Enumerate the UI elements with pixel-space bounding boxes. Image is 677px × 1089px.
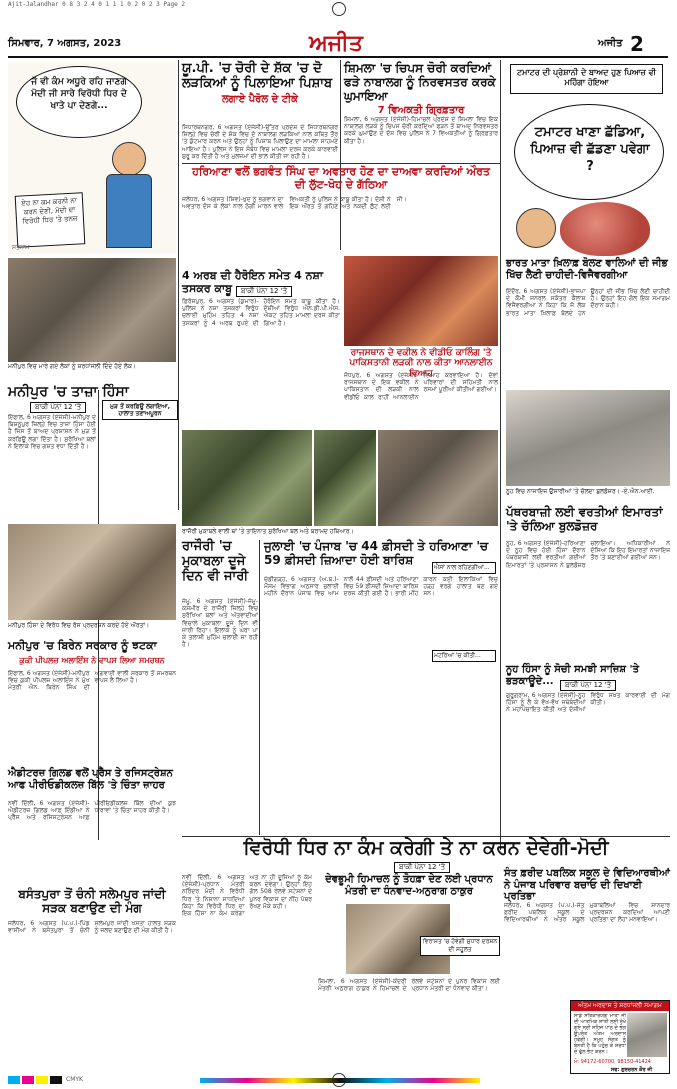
up-story bbox=[182, 62, 338, 124]
rajouri-story-body: ਜੰਮੂ, 6 ਅਗਸਤ (ਏਜੰਸੀ)-ਜੰਮੂ-ਕਸ਼ਮੀਰ ਦੇ ਰਾਜੌਰੀ ਜ਼ਿਲ੍ਹੇ ਵਿਚ ਸੁਰੱਖਿਆ ਬਲਾਂ ਅਤੇ ਅੱਤਵਾਦੀਆਂ ਵਿਚਾਲੇ ਮੁਕਾਬਲਾ ਦੂਜੇ ਦਿਨ ਵੀ ਜਾਰੀ ਰਿਹਾ। ਇਲਾਕੇ ਨੂੰ ਘੇਰਾ ਪਾ ਕੇ ਤਲਾਸ਼ੀ ਮੁਹਿੰਮ ਚਲਾਈ ਜਾ ਰਹੀ ਹੈ। bbox=[182, 598, 258, 649]
drugs-story-body: ਫ਼ਿਰੋਜ਼ਪੁਰ, 6 ਅਗਸਤ (ਕੁਮਾਰ)-ਪੁਲਿਸ ਨੇ ਨਸ਼ਾ ਤਸਕਰਾਂ ਵਿਰੁੱਧ ਚਲਾਈ ਮੁਹਿੰਮ ਤਹਿਤ 4 ਨਸ਼ਾ ਤਸਕਰਾਂ ਨੂੰ 4 ਅਰਬ ਰੁਪਏ ਦੀ ਹੈਰੋਇਨ ਸਮੇਤ ਕਾਬੂ ਕੀਤਾ ਹੈ। ਦੋਸ਼ੀਆਂ ਵਿਰੁੱਧ ਐਨ.ਡੀ.ਪੀ.ਐਸ. ਐਕਟ ਤਹਿਤ ਮਾਮਲਾ ਦਰਜ ਕੀਤਾ ਗਿਆ ਹੈ। bbox=[182, 298, 340, 327]
rain-story-body: ਚੰਡੀਗੜ੍ਹ, 6 ਅਗਸਤ (ਅ.ਬ.)-ਮੌਸਮ ਵਿਭਾਗ ਅਨੁਸਾਰ ਜੁਲਾਈ ਮਹੀਨੇ ਦੌਰਾਨ ਪੰਜਾਬ ਵਿਚ ਆਮ ਨਾਲੋਂ 44 ਫ਼ੀਸਦੀ ਅਤੇ ਹਰਿਆਣਾ ਵਿਚ 59 ਫ਼ੀਸਦੀ ਜ਼ਿਆਦਾ ਬਾਰਿਸ਼ ਦਰਜ ਕੀਤੀ ਗਈ ਹੈ। ਭਾਰੀ ਮੀਂਹ ਕਾਰਨ ਕਈ ਇਲਾਕਿਆਂ ਵਿਚ ਹੜ੍ਹ ਵਰਗੇ ਹਾਲਾਤ ਬਣ ਗਏ ਸਨ। bbox=[264, 576, 498, 598]
modi-headline: ਵਿਰੋਧੀ ਧਿਰ ਨਾ ਕੰਮ ਕਰੇਗੀ ਤੇ ਨਾ ਕਰਨ ਦੇਵੇਗੀ-ਮੋਦੀ bbox=[243, 837, 609, 859]
up-story-body: ਸਿਧਾਰਥਨਗਰ, 6 ਅਗਸਤ (ਏਜੰਸੀ)-ਉੱਤਰ ਪ੍ਰਦੇਸ਼ ਦੇ ਸਿਧਾਰਥਨਗਰ ਜ਼ਿਲ੍ਹੇ ਵਿਚ ਚੋਰੀ ਦੇ ਸ਼ੱਕ ਵਿਚ ਦੋ ਨਾਬਾਲਗ ਲੜਕਿਆਂ ਨਾਲ ਕਥਿਤ ਤੌਰ 'ਤੇ ਕੁੱਟਮਾਰ ਕਰਨ ਅਤੇ ਉਨ੍ਹਾਂ ਨੂੰ ਪਿਸ਼ਾਬ ਪਿਲਾਉਣ ਦਾ ਮਾਮਲਾ ਸਾਹਮਣੇ ਆਇਆ ਹੈ। ਪੁਲਿਸ ਨੇ ਇਸ ਸੰਬੰਧ ਵਿਚ ਮਾਮਲਾ ਦਰਜ ਕਰਕੇ ਕਾਰਵਾਈ ਸ਼ੁਰੂ ਕਰ ਦਿੱਤੀ ਹੈ ਅਤੇ ਮੁਲਜ਼ਮਾਂ ਦੀ ਭਾਲ ਕੀਤੀ ਜਾ ਰਹੀ ਹੈ। bbox=[182, 124, 338, 160]
obituary-portrait bbox=[627, 1013, 667, 1057]
photo-caption: ਮਨੀਪੁਰ ਹਿੰਸਾ ਦੇ ਵਿਰੋਧ ਵਿਚ ਰੋਸ ਪ੍ਰਦਰਸ਼ਨ ਕਰਦੇ ਹੋਏ ਔਰਤਾਂ। bbox=[8, 622, 150, 629]
biren-story-body: ਇੰਫਾਲ, 6 ਅਗਸਤ (ਏਜੰਸੀ)-ਮਨੀਪੁਰ ਵਿਚ ਕੁਕੀ ਪੀਪਲਜ਼ ਅਲਾਇੰਸ ਨੇ ਮੁੱਖ ਮੰਤਰੀ ਐਨ. ਬਿਰੇਨ ਸਿੰਘ ਦੀ ਅਗਵਾਈ ਵਾਲੀ ਸਰਕਾਰ ਤੋਂ ਸਮਰਥਨ ਵਾਪਸ ਲੈ ਲਿਆ ਹੈ। bbox=[8, 670, 176, 692]
page-number: 2 bbox=[630, 32, 644, 56]
continued-tag: ਬਾਕੀ ਪੰਨਾ 12 'ਤੇ bbox=[30, 402, 86, 413]
color-swatch bbox=[22, 1076, 34, 1084]
headline: ਸ਼ਿਮਲਾ 'ਚ ਚਿਪਸ ਚੋਰੀ ਕਰਦਿਆਂ ਫੜੇ ਨਾਬਾਲਗ ਨੂੰ ਨਿਰਵਸਤਰ ਕਰਕੇ ਘੁਮਾਇਆ bbox=[344, 61, 496, 103]
rain-headline: ਜੁਲਾਈ 'ਚ ਪੰਜਾਬ 'ਚ 44 ਫ਼ੀਸਦੀ ਤੇ ਹਰਿਆਣਾ 'ਚ 59 ਫ਼ੀਸਦੀ ਜ਼ਿਆਦਾ ਹੋਈ ਬਾਰਿਸ਼ bbox=[264, 539, 489, 567]
cartoon-bubble-text: ਟਮਾਟਰ ਖਾਣਾ ਛੱਡਿਆ, ਪਿਆਜ਼ ਵੀ ਛੱਡਣਾ ਪਵੇਗਾ ? bbox=[530, 125, 650, 174]
column-rule bbox=[259, 540, 260, 835]
photo-caption: ਨੂਹ ਵਿਚ ਨਾਜਾਇਜ਼ ਉਸਾਰੀਆਂ 'ਤੇ ਚੱਲਦਾ ਬੁਲਡੋਜ਼ਰ। -ਏ.ਐਨ.ਆਈ. bbox=[506, 488, 655, 495]
color-swatch bbox=[8, 1076, 20, 1084]
himachal-headline: ਦੇਵਭੂਮੀ ਹਿਮਾਚਲ ਨੂੰ ਤੋਹਫ਼ਾ ਦੇਣ ਲਈ ਪ੍ਰਧਾਨ ਮੰਤਰੀ ਦਾ ਧੰਨਵਾਦ-ਅਨੁਰਾਗ ਠਾਕੁਰ bbox=[325, 874, 493, 897]
road-headline: ਬਸੰਤਪੁਰਾ ਤੋਂ ਚੰਨੀ ਸਲੇਮਪੁਰ ਜਾਂਦੀ ਸੜਕ ਬਣਾਉਣ ਦੀ ਮੰਗ bbox=[18, 887, 166, 915]
registration-mark-icon bbox=[332, 2, 346, 16]
himachal-story-body: ਸ਼ਿਮਲਾ, 6 ਅਗਸਤ (ਏਜੰਸੀ)-ਕੇਂਦਰੀ ਮੰਤਰੀ ਅਨੁਰਾਗ ਠਾਕੁਰ ਨੇ ਹਿਮਾਚਲ ਦੇ ਰੇਲਵੇ ਸਟੇਸ਼ਨਾਂ ਦੇ ਪੁਨਰ ਵਿਕਾਸ ਲਈ ਪ੍ਰਧਾਨ ਮੰਤਰੀ ਦਾ ਧੰਨਵਾਦ ਕੀਤਾ। bbox=[318, 978, 500, 993]
photo-caption: ਰਾਜੌਰੀ ਮੁਕਾਬਲੇ ਵਾਲੀ ਥਾਂ 'ਤੇ ਤਾਇਨਾਤ ਸੁਰੱਖਿਆ ਬਲ ਅਤੇ ਬਰਾਮਦ ਹਥਿਆਰ। bbox=[182, 528, 354, 535]
obituary-body: ਸਾਡੇ ਸਤਿਕਾਰਯੋਗ ਮਾਤਾ ਜੀ ਦੀ ਆਤਮਿਕ ਸ਼ਾਂਤੀ ਲਈ ਰੱਖੇ ਗਏ ਸ੍ਰੀ ਸਹਿਜ ਪਾਠ ਦੇ ਭੋਗ ਉਪਰੰਤ ਅੰਤਮ ਅਰਦਾਸ ਹੋਵੇਗੀ। ਸਮੂਹ ਸੰਗਤ ਨੂੰ ਬੇਨਤੀ ਹੈ ਕਿ ਪਹੁੰਚ ਕੇ ਸ਼ਰਧਾ ਦੇ ਫੁੱਲ ਭੇਟ ਕਰਨ। bbox=[574, 1013, 626, 1055]
tomato-cartoon bbox=[504, 62, 669, 254]
obituary-name: ਸਵ: ਗੁਰਚਰਨ ਕੌਰ ਜੀ bbox=[611, 1067, 653, 1073]
rajouri-soldiers-photo bbox=[182, 430, 312, 526]
cartoon-sign bbox=[15, 192, 86, 247]
cartoon-caption-box bbox=[510, 64, 663, 94]
manipur-side bbox=[102, 400, 178, 520]
highlight-box: ਮੁੜ ਤੋਂ ਕਰਫ਼ਿਊ ਲਗਾਇਆ, ਹਾਲਾਤ ਤਣਾਅਪੂਰਨ bbox=[102, 400, 178, 420]
nuh-rally-body: ਗੁਰੂਗ੍ਰਾਮ, 6 ਅਗਸਤ (ਏਜੰਸੀ)-ਨੂਹ ਹਿੰਸਾ ਨੂੰ ਲੈ ਕੇ ਵੱਖ-ਵੱਖ ਜਥੇਬੰਦੀਆਂ ਨੇ ਮਹਾਂਪੰਚਾਇਤ ਕੀਤੀ ਅਤੇ ਦੋਸ਼ੀਆਂ ਵਿਰੁੱਧ ਸਖ਼ਤ ਕਾਰਵਾਈ ਦੀ ਮੰਗ ਕੀਤੀ। bbox=[506, 692, 670, 714]
vijayvargiya-story-body: ਇੰਦੌਰ, 6 ਅਗਸਤ (ਏਜੰਸੀ)-ਭਾਜਪਾ ਦੇ ਕੌਮੀ ਜਨਰਲ ਸਕੱਤਰ ਕੈਲਾਸ਼ ਵਿਜੈਵਰਗੀਆ ਨੇ ਕਿਹਾ ਕਿ ਜੋ ਲੋਕ ਭਾਰਤ ਮਾਤਾ ਖ਼ਿਲਾਫ਼ ਬੋਲਦੇ ਹਨ ਉਨ੍ਹਾਂ ਦੀ ਜੀਭ ਖਿੱਚ ਲੈਣੀ ਚਾਹੀਦੀ ਹੈ। ਉਨ੍ਹਾਂ ਇਹ ਗੱਲ ਇਕ ਸਮਾਗਮ ਦੌਰਾਨ ਕਹੀ। bbox=[506, 288, 670, 317]
nuh-bulldozer-photo bbox=[506, 390, 670, 486]
editors-headline: ਐਡੀਟਰਜ਼ ਗਿਲਡ ਵਲੋਂ ਪ੍ਰੈੱਸ ਤੇ ਰਜਿਸਟ੍ਰੇਸ਼ਨ ਆਫ ਪੀਰੀਓਡੀਕਲਜ਼ ਬਿੱਲ 'ਤੇ ਚਿੰਤਾ ਜ਼ਾਹਰ bbox=[8, 768, 173, 791]
editors-story-body: ਨਵੀਂ ਦਿੱਲੀ, 6 ਅਗਸਤ (ਏਜੰਸੀ)-ਐਡੀਟਰਜ਼ ਗਿਲਡ ਆਫ਼ ਇੰਡੀਆ ਨੇ ਪ੍ਰੈੱਸ ਅਤੇ ਰਜਿਸਟ੍ਰੇਸ਼ਨ ਆਫ਼ ਪੀਰੀਓਡੀਕਲਜ਼ ਬਿੱਲ ਦੀਆਂ ਕੁਝ ਧਾਰਾਵਾਂ 'ਤੇ ਚਿੰਤਾ ਜ਼ਾਹਰ ਕੀਤੀ ਹੈ। bbox=[8, 800, 176, 822]
issue-date: ਸਿਮਵਾਰ, 7 ਅਗਸਤ, 2023 bbox=[8, 38, 122, 49]
photo-caption: ਮਨੀਪੁਰ ਵਿਚ ਮਾਰੇ ਗਏ ਲੋਕਾਂ ਨੂੰ ਸ਼ਰਧਾਂਜਲੀ ਦਿੰਦੇ ਹੋਏ ਲੋਕ। bbox=[8, 363, 137, 370]
shimla-story-body: ਸ਼ਿਮਲਾ, 6 ਅਗਸਤ (ਏਜੰਸੀ)-ਹਿਮਾਚਲ ਪ੍ਰਦੇਸ਼ ਦੇ ਸ਼ਿਮਲਾ ਵਿਚ ਇਕ ਨਾਬਾਲਗ ਲੜਕੇ ਨੂੰ ਚਿਪਸ ਚੋਰੀ ਕਰਦਿਆਂ ਫੜਨ ਤੋਂ ਬਾਅਦ ਨਿਰਵਸਤਰ ਕਰਕੇ ਘੁਮਾਉਣ ਦੇ ਦੋਸ਼ ਵਿਚ ਪੁਲਿਸ ਨੇ 7 ਵਿਅਕਤੀਆਂ ਨੂੰ ਗ੍ਰਿਫ਼ਤਾਰ ਕੀਤਾ ਹੈ। bbox=[344, 116, 498, 145]
cartoon-bubble-text: ਜੋ ਵੀ ਕੰਮ ਅਧੂਰੇ ਰਹਿ ਜਾਣਗੇ ਮੋਦੀ ਜੀ ਸਾਰੇ ਵਿਰੋਧੀ ਧਿਰ ਦੇ ਖਾਤੇ ਪਾ ਦੇਣਗੇ... bbox=[31, 77, 127, 111]
bhagwant-story-body: ਜਲੰਧਰ, 6 ਅਗਸਤ (ਸ਼ਿਵ)-ਖੁਦ ਨੂੰ ਭਗਵਾਨ ਦਾ ਅਵਤਾਰ ਦੱਸ ਕੇ ਲੋਕਾਂ ਨਾਲ ਠੱਗੀ ਮਾਰਨ ਵਾਲੇ ਵਿਅਕਤੀ ਨੂੰ ਪੁਲਿਸ ਨੇ ਕਾਬੂ ਕੀਤਾ ਹੈ। ਦੋਸ਼ੀ ਨੇ ਇਕ ਔਰਤ ਤੋਂ ਗਹਿਣੇ ਅਤੇ ਨਕਦੀ ਲੁੱਟ ਲਈ ਸੀ। bbox=[182, 196, 407, 211]
road-story-body: ਜਲੰਧਰ, 6 ਅਗਸਤ (ਪ.ਪ.)-ਪਿੰਡ ਵਾਸੀਆਂ ਨੇ ਬਸੰਤਪੁਰਾ ਤੋਂ ਚੰਨੀ ਸਲੇਮਪੁਰ ਜਾਂਦੀ ਖਸਤਾ ਹਾਲਤ ਸੜਕ ਨੂੰ ਜਲਦ ਬਣਾਉਣ ਦੀ ਮੰਗ ਕੀਤੀ ਹੈ। bbox=[8, 920, 176, 935]
headline: ਯੂ.ਪੀ. 'ਚ ਚੋਰੀ ਦੇ ਸ਼ੱਕ 'ਚ ਦੋ ਲੜਕਿਆਂ ਨੂੰ ਪਿਲਾਇਆ ਪਿਸ਼ਾਬ bbox=[182, 61, 333, 91]
info-box: ਵਿਰਾਸਤ 'ਚ ਹੋਵੇਗੀ ਸੁਧਾਰ ਦਰਸ਼ਨ ਦੀ ਸਹੂਲਤ bbox=[420, 936, 500, 956]
color-bar bbox=[200, 1078, 480, 1083]
shimla-story bbox=[344, 61, 498, 117]
continued-tag: ਬਾਕੀ ਪੰਨਾ 12 'ਤੇ bbox=[394, 862, 450, 873]
subheadline: ਲਗਾਏ ਪੈਰੋਲ ਦੇ ਟੀਕੇ bbox=[222, 93, 298, 105]
print-info-bar: Ajit-Jalandhar 0 8 3 2 4 0 1 1 1 0 2 0 2 3 Page 2 bbox=[8, 1, 186, 8]
weapons-photo bbox=[378, 430, 498, 526]
wedding-photo bbox=[344, 256, 498, 346]
grenade-photo bbox=[314, 430, 376, 526]
vijayvargiya-headline: ਭਾਰਤ ਮਾਤਾ ਖ਼ਿਲਾਫ਼ ਬੋਲਣ ਵਾਲਿਆਂ ਦੀ ਜੀਭ ਖਿੱਚ ਲੈਣੀ ਚਾਹੀਦੀ-ਵਿਜੈਵਰਗੀਆ bbox=[506, 258, 668, 281]
cartoon-figure-icon bbox=[106, 174, 152, 248]
protest-photo bbox=[8, 524, 176, 620]
masthead bbox=[8, 32, 668, 58]
column-rule bbox=[500, 60, 501, 850]
continued-tag: ਬਾਕੀ ਪੰਨਾ 12 'ਤੇ bbox=[236, 286, 292, 297]
continued-tag: ਬਾਕੀ ਪੰਨਾ 12 'ਤੇ bbox=[560, 680, 616, 691]
color-bar-label: CMYK bbox=[66, 1076, 83, 1083]
manipur-tribute-photo bbox=[8, 258, 176, 362]
school-headline: ਸੰਤ ਫ਼ਰੀਦ ਪਬਲਿਕ ਸਕੂਲ ਦੇ ਵਿਦਿਆਰਥੀਆਂ ਨੇ ਪੰਜਾਬ ਪਰਿਵਾਰ ਬਚਾਓ ਦੀ ਦਿਖਾਈ ਪ੍ਰਤਿਭਾ bbox=[504, 868, 670, 902]
column-rule bbox=[178, 60, 179, 510]
rajasthan-story-body: ਜੋਧਪੁਰ, 6 ਅਗਸਤ (ਏਜੰਸੀ)-ਰਾਜਸਥਾਨ ਦੇ ਇਕ ਵਕੀਲ ਨੇ ਪਾਕਿਸਤਾਨ ਦੀ ਲੜਕੀ ਨਾਲ ਵੀਡੀਓ ਕਾਲ ਰਾਹੀਂ ਆਨਲਾਈਨ ਵਿਆਹ ਕਰਵਾਇਆ ਹੈ। ਦੋਵਾਂ ਪਰਿਵਾਰਾਂ ਦੀ ਸਹਿਮਤੀ ਨਾਲ ਰਸਮਾਂ ਪੂਰੀਆਂ ਕੀਤੀਆਂ ਗਈਆਂ। bbox=[344, 372, 498, 401]
rajouri-headline: ਰਾਜੌਰੀ 'ਚ ਮੁਕਾਬਲਾ ਦੂਜੇ ਦਿਨ ਵੀ ਜਾਰੀ bbox=[182, 539, 249, 584]
color-swatch bbox=[36, 1076, 48, 1084]
cartoon-panel bbox=[8, 62, 176, 254]
cartoon-face-icon bbox=[516, 208, 556, 248]
school-story-body: ਜਲੰਧਰ, 6 ਅਗਸਤ (ਪ.ਪ.)-ਸੰਤ ਫ਼ਰੀਦ ਪਬਲਿਕ ਸਕੂਲ ਦੇ ਵਿਦਿਆਰਥੀਆਂ ਨੇ ਅੰਤਰ ਸਕੂਲ ਮੁਕਾਬਲਿਆਂ ਵਿਚ ਸ਼ਾਨਦਾਰ ਪ੍ਰਦਰਸ਼ਨ ਕਰਦਿਆਂ ਆਪਣੀ ਪ੍ਰਤਿਭਾ ਦਾ ਲੋਹਾ ਮਨਵਾਇਆ। bbox=[504, 902, 670, 924]
color-swatch bbox=[50, 1076, 62, 1084]
info-box: ਮਟਰਿਆਂ 'ਚ ਕੀਤੀ... bbox=[432, 650, 496, 662]
bhagwant-headline: ਹਰਿਆਣਾ ਵਲੋਂ ਭਗਵੰਤ ਸਿੰਘ ਦਾ ਅਵਤਾਰ ਹੋਣ ਦਾ ਦਾਅਵਾ ਕਰਦਿਆਂ ਔਰਤ ਦੀ ਲੁੱਟ-ਖੋਹ ਦੇ ਗੱਠਿਆ bbox=[192, 165, 490, 191]
manipur-headline: ਮਨੀਪੁਰ 'ਚ ਤਾਜ਼ਾ ਹਿੰਸਾ bbox=[8, 384, 129, 400]
nuh-story-body: ਨੂਹ, 6 ਅਗਸਤ (ਏਜੰਸੀ)-ਹਰਿਆਣਾ ਦੇ ਨੂਹ ਵਿਚ ਹੋਈ ਹਿੰਸਾ ਦੌਰਾਨ ਪੱਥਰਬਾਜ਼ੀ ਲਈ ਵਰਤੀਆਂ ਗਈਆਂ ਇਮਾਰਤਾਂ 'ਤੇ ਪ੍ਰਸ਼ਾਸਨ ਨੇ ਬੁਲਡੋਜ਼ਰ ਚਲਾਇਆ। ਅਧਿਕਾਰੀਆਂ ਨੇ ਦੱਸਿਆ ਕਿ ਇਹ ਇਮਾਰਤਾਂ ਨਾਜਾਇਜ਼ ਤੌਰ 'ਤੇ ਬਣਾਈਆਂ ਗਈਆਂ ਸਨ। bbox=[506, 540, 670, 569]
obituary-title: ਅੰਤਮ ਅਰਦਾਸ ਤੇ ਸ਼ਰਧਾਂਜਲੀ ਸਮਾਗਮ bbox=[571, 1001, 669, 1011]
modi-story-body: ਨਵੀਂ ਦਿੱਲੀ, 6 ਅਗਸਤ (ਏਜੰਸੀ)-ਪ੍ਰਧਾਨ ਮੰਤਰੀ ਨਰਿੰਦਰ ਮੋਦੀ ਨੇ ਵਿਰੋਧੀ ਧਿਰ 'ਤੇ ਨਿਸ਼ਾਨਾ ਸਾਧਦਿਆਂ ਕਿਹਾ ਕਿ ਵਿਰੋਧੀ ਧਿਰ ਦਾ ਇਕ ਹਿੱਸਾ ਨਾ ਕੰਮ ਕਰੇਗਾ ਅਤੇ ਨਾ ਹੀ ਦੂਜਿਆਂ ਨੂੰ ਕੰਮ ਕਰਨ ਦੇਵੇਗਾ। ਉਨ੍ਹਾਂ ਇਹ ਗੱਲ 508 ਰੇਲਵੇ ਸਟੇਸ਼ਨਾਂ ਦੇ ਪੁਨਰ ਵਿਕਾਸ ਦਾ ਨੀਂਹ ਪੱਥਰ ਰੱਖਣ ਮੌਕੇ ਕਹੀ। bbox=[182, 874, 312, 918]
biren-headline: ਮਨੀਪੁਰ 'ਚ ਬਿਰੇਨ ਸਰਕਾਰ ਨੂੰ ਝਟਕਾ bbox=[8, 639, 157, 652]
cartoon-sign-text: ਏਹ ਨਾ ਕਮ ਕਰਨੀ ਨਾ ਕਰਨ ਦੇਣੀ, ਮੋਦੀ ਦਾ ਵਿਰੋਧੀ ਧਿਰ 'ਤੇ ਤਨਜ bbox=[21, 196, 78, 226]
cartoon-caption: ਟਮਾਟਰ ਦੀ ਪ੍ਰੇਸ਼ਾਨੀ ਦੇ ਬਾਅਦ ਹੁਣ ਪਿਆਜ਼ ਵੀ ਮਹਿੰਗਾ ਹੋਇਆ bbox=[516, 68, 657, 87]
manipur-story-body: ਇੰਫਾਲ, 6 ਅਗਸਤ (ਏਜੰਸੀ)-ਮਨੀਪੁਰ ਦੇ ਬਿਸ਼ਨੂਪੁਰ ਜ਼ਿਲ੍ਹੇ ਵਿਚ ਤਾਜ਼ਾ ਹਿੰਸਾ ਹੋਈ ਹੈ ਜਿਸ ਤੋਂ ਬਾਅਦ ਪ੍ਰਸ਼ਾਸਨ ਨੇ ਮੁੜ ਤੋਂ ਕਰਫ਼ਿਊ ਲਗਾ ਦਿੱਤਾ ਹੈ। ਸੁਰੱਖਿਆ ਬਲਾਂ ਨੇ ਇਲਾਕੇ ਵਿਚ ਗਸ਼ਤ ਵਧਾ ਦਿੱਤੀ ਹੈ। bbox=[8, 414, 96, 450]
nuh-headline: ਪੱਥਰਬਾਜ਼ੀ ਲਈ ਵਰਤੀਆਂ ਇਮਾਰਤਾਂ 'ਤੇ ਚੱਲਿਆ ਬੁਲਡੋਜ਼ਰ bbox=[506, 505, 663, 533]
cartoon-credit: ਸਤਨਾਮ bbox=[12, 244, 30, 251]
section-label: ਅਜੀਤ bbox=[598, 38, 623, 49]
rajasthan-headline: ਰਾਜਸਥਾਨ ਦੇ ਵਕੀਲ ਨੇ ਵੀਡੀਓ ਕਾਲਿੰਗ 'ਤੇ ਪਾਕਿਸਤਾਨੀ ਲੜਕੀ ਨਾਲ ਕੀਤਾ ਆਨਲਾਈਨ ਵਿਆਹ bbox=[349, 348, 493, 379]
cartoon-face-icon bbox=[112, 142, 146, 176]
newspaper-logo: ਅਜੀਤ bbox=[309, 30, 363, 56]
biren-subheadline: ਕੁਕੀ ਪੀਪਲਜ਼ ਅਲਾਇੰਸ ਨੇ ਵਾਪਸ ਲਿਆ ਸਮਰਥਨ bbox=[19, 656, 165, 665]
nuh-rally-headline: ਨੂਹ ਹਿੰਸਾ ਨੂੰ ਸੋਚੀ ਸਮਝੀ ਸਾਜ਼ਿਸ਼ 'ਤੇ ਭੜਕਾਊਦੇ... bbox=[506, 664, 639, 687]
drugs-headline: 4 ਅਰਬ ਦੀ ਹੈਰੋਇਨ ਸਮੇਤ 4 ਨਸ਼ਾ ਤਸਕਰ ਕਾਬੂ bbox=[182, 269, 323, 295]
obituary-phone: ਮੋ: 94172-60700, 98150-41424 bbox=[574, 1059, 651, 1065]
divider bbox=[182, 163, 500, 164]
onion-icon bbox=[560, 202, 650, 256]
subheadline: 7 ਵਿਅਕਤੀ ਗ੍ਰਿਫ਼ਤਾਰ bbox=[377, 105, 465, 117]
obituary-ad bbox=[570, 1000, 670, 1074]
info-box: ਐਸਾਂ ਨਾਲ ਰਹਿਣਗੀਆਂ... bbox=[432, 562, 496, 574]
school-story-body-cont bbox=[504, 1030, 566, 1072]
